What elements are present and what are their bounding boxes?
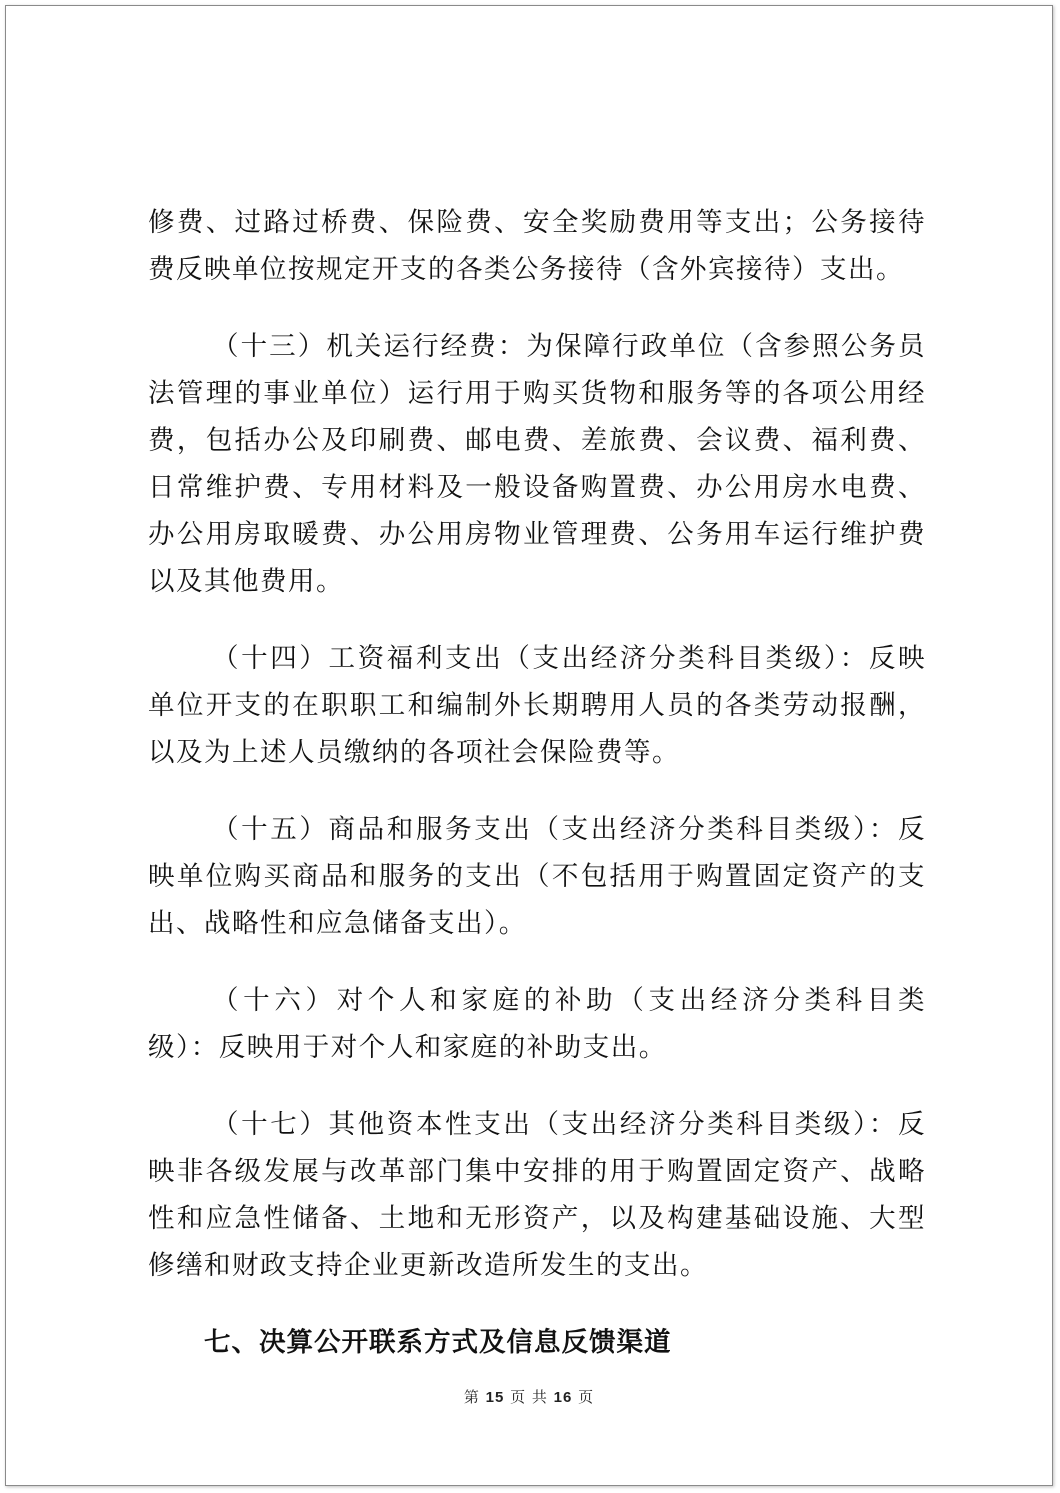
item-13-lead: （十三）机关运行经费： (212, 331, 527, 362)
item-14-body: 反映单位开支的在职职工和编制外长期聘用人员的各类劳动报酬，以及为上述人员缴纳的各项社会保险费等。 (148, 643, 927, 768)
paragraph-item-13 (148, 323, 926, 605)
document-page (5, 5, 1053, 1486)
section-heading: 七、决算公开联系方式及信息反馈渠道 (204, 1327, 672, 1358)
item-14-lead: （十四）工资福利支出（支出经济分类科目类级）： (212, 643, 869, 674)
total-pages-number: 16 (553, 1389, 573, 1406)
item-17-body: 反映非各级发展与改革部门集中安排的用于购置固定资产、战略性和应急性储备、土地和无形资产，以及构建基础设施、大型修缮和财政支持企业更新改造所发生的支出。 (148, 1109, 926, 1281)
item-15-lead: （十五）商品和服务支出（支出经济分类科目类级）： (212, 814, 898, 845)
item-15-body: 反映单位购买商品和服务的支出（不包括用于购置固定资产的支出、战略性和应急储备支出）。 (148, 814, 926, 939)
paragraph-text: 修费、过路过桥费、保险费、安全奖励费用等支出；公务接待费反映单位按规定开支的各类公务接待（含外宾接待）支出。 (148, 207, 926, 285)
page-body (148, 199, 926, 1366)
footer-prefix: 第 (463, 1388, 480, 1406)
current-page-number: 15 (485, 1389, 505, 1406)
item-16-lead: （十六）对个人和家庭的补助（支出经济分类科目类级）： (148, 985, 926, 1063)
paragraph-item-14 (148, 635, 926, 776)
paragraph-continuation (148, 199, 926, 293)
footer-middle: 页 共 (510, 1388, 548, 1406)
item-17-lead: （十七）其他资本性支出（支出经济分类科目类级）： (212, 1109, 898, 1140)
footer-suffix: 页 (578, 1388, 595, 1406)
paragraph-item-16 (148, 977, 926, 1071)
paragraph-item-17 (148, 1101, 926, 1289)
item-13-body: 为保障行政单位（含参照公务员法管理的事业单位）运行用于购买货物和服务等的各项公用经费，包括办公及印刷费、邮电费、差旅费、会议费、福利费、日常维护费、专用材料及一般设备购置费、办公用房水电费、办公用房取暖费、办公用房物业管理费、公务用车运行维护费以及其他费用。 (148, 331, 927, 597)
item-16-body: 反映用于对个人和家庭的补助支出。 (218, 1032, 667, 1063)
paragraph-item-15 (148, 806, 926, 947)
page-footer (6, 1386, 1052, 1407)
